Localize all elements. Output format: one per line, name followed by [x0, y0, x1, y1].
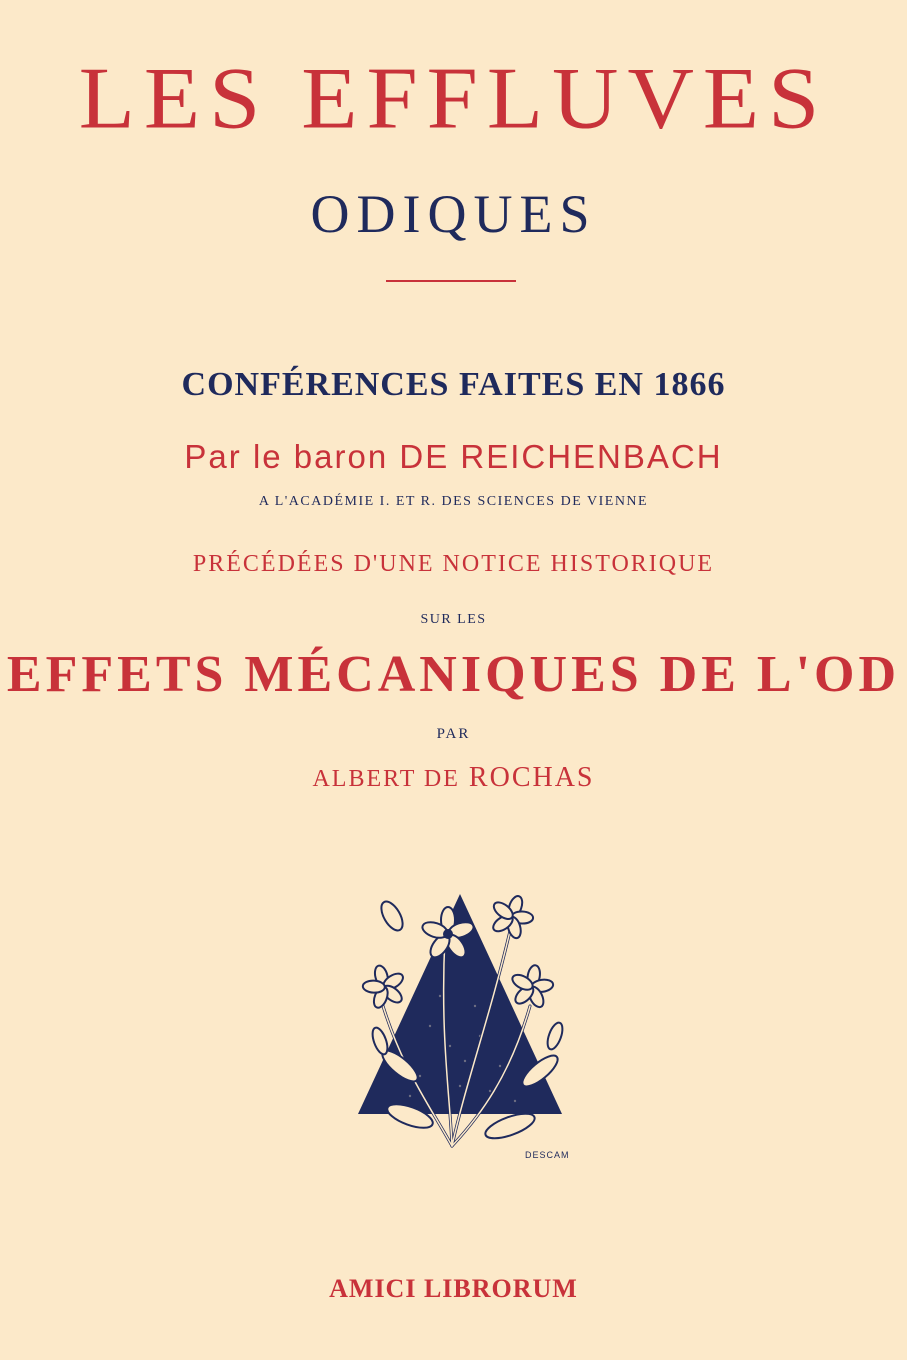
publisher-name: AMICI LIBRORUM [329, 1274, 578, 1303]
author-rochas [0, 758, 907, 799]
conferences-line: CONFÉRENCES FAITES EN 1866 [181, 366, 726, 403]
author-rochas-last: ROCHAS [468, 762, 595, 793]
effects-title: EFFETS MÉCANIQUES DE L'OD [6, 646, 901, 703]
triangle-with-flowers-icon [340, 876, 580, 1176]
book-subtitle: ODIQUES [310, 184, 597, 244]
preceded-line: PRÉCÉDÉES D'UNE NOTICE HISTORIQUE [192, 551, 715, 577]
title-divider [386, 280, 516, 282]
academy-line: A L'ACADÉMIE I. ET R. DES SCIENCES DE VIENNE [258, 494, 649, 509]
par-line: PAR [436, 726, 471, 742]
author-rochas-first: ALBERT DE [312, 766, 460, 792]
sur-les-line: SUR LES [420, 612, 487, 627]
author-reichenbach: Par le baron DE REICHENBACH [184, 438, 723, 475]
book-title: LES EFFLUVES [78, 49, 829, 147]
engraver-signature: DESCAM [525, 1150, 570, 1160]
